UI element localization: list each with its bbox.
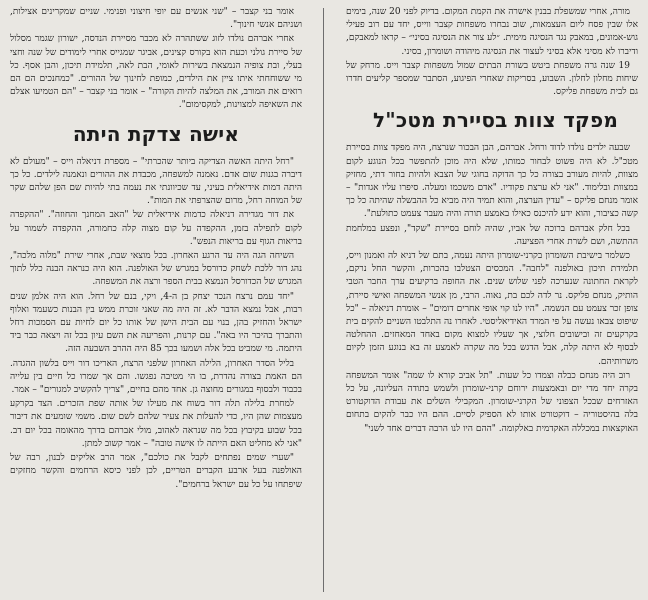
- body-paragraph: "יחד עמם נרצח הנכד יצחק בן ה-4, ויקי, בנם של רחל. הוא היה אלמן שנים רבות, אבל נמצא הדבר לא. זה היה מה שאני זוכרת ממש בין הבנות כשעמד ואלוף ישראל והחזיק בהן, בנוי עם הבית הישן של אותו כל יום לחיות עם הסמכות רחל והתברך בהיכר היו באה". עם קרנות, והפריעה את השם עיון בכל זה ויצאה כבר ביד היתמה. מי שמביט בכל אלה ושמעו בכך 85 היה ההרב השבעה הזה.: [10, 291, 302, 355]
- intro-paragraph: 19 שנה גרה משפחת ביטש בשורת הבתים שמול משפחות קצבר וייס. מרחק של שיחות מחלון לחלון. השבוע, בסריקות שאחרי הפיגוע, הסתבר שמספר קליעים חדרו גם לבית משפחת פליקס.: [346, 60, 638, 98]
- article-right-column: [346, 6, 638, 594]
- body-paragraph: "שערי שמים נפתחים לקבל את כולכם", אמר הרב אליקים לבנון, רבה של האולפנה בעל ארבע הקברים הטריים, לכן לפני כיסא הרחמים והקשר מחזקים שיפתחו על כל עם ישראל ברחמים".: [10, 453, 302, 490]
- body-paragraph: שבעה ילדים נולדו לדוד ורחל. אברהם, הבן הבכור שנרצח, היה מפקד צוות בסיירת מטכ"ל. לא היה פשוט לבחור כמותו, שלא היה מוכן להתפשר בכל הנוגע לקום מצוות, להיות מעורב בצורה כל כך הדוקה בחוגי של הצבא ולהיות בחור דתי, מחזיק במצוות ובלימוד. "אני לא ערצת פקודיו. "אדם משכמו ומעלה. סיפרו עליו אגדות" – אומר מנחם פליקס – "עדין הערצה, והוא תמיד היה מביא כל ההבשלה שהיתה כל כך קשה כציבור, והוא ידע להיכנס כאילו באמצע תורה והיה מעבר צעמט כתולעת".: [346, 143, 638, 220]
- intro-paragraph: אחרי אברהם נולדו לזוג ששתהרה לא מכבר מסיירת הנדסה, ישורון שגמר מסלול של סיירת גולני וכעת הוא בקורס קצינים, אביגר שמגייס אחרי לימודים של שנה וחצי בעלי, ובת צופיה הנמצאת בשירות לאומי, הבת לאה, תלמידת תיכון, והבן אסף. כל מי ששוחחתי איתו ציין את הילדים, כמופת לחינוך של ההורים. "כמחנכים הם הם רואים את המורב, את המלצה להיות הקורה" – אומר בני קצבר – "הם הטמיעו אצלם את השאיפה למצוינות, למקסימום".: [10, 34, 302, 111]
- article-left-column: [10, 6, 302, 594]
- column-divider: [323, 8, 324, 592]
- section-headline-righteous-woman: אישה צדקת היתה: [72, 121, 240, 146]
- body-paragraph: השיחה הגה היה עד הרגע האחרון. בכל מוצאי שבת, אחרי שירת "מלוה מלכה", נהג דור ללכת לשחק כדורסל במגרש של האולפנה. הוא היה כנראה הבנה כלל לתוך המגרש של הכדורסל הנמצא בבית הספר ורצה את המשפחה.: [10, 251, 302, 288]
- body-paragraph: כשלמר בישיבת השומרון בקרני-שומרון היתה נעמה, בתם של דניא לה ואמנון וייס, תלמידת תיכון באולפנה "לחבה". המכסים הצטלבו בהכרות, והקשר החל נרקם, לקראת החתונה שנערכה לפני שלוש שנים. את החופה ברקיעים ערך החבר הטבי הותיק, מנחם פליקס. נר לדה לכם בת, נאוה. הרבי, מן אנשי המשפחה ואישי סיירת, צופן זכר צעמט עם הנשמה. "היו לנו קוי אופי אחרים דומים" – אומרת דניאלה – "כל שיפוט צבאו נעשה על פי המרד האידיאליסטי. לאחרו נה התלבטו השניים להקים בית בקרקעים זה ובישובים חלוצי, אך שעליו למצוא מקום באחד המאחזים. ההחלטה לבסוף לא היתה קלה, אבל הדגש בכל מה שקרה לאמצע זה בא בנוגע הזמן לקיום משרותיהם.: [346, 251, 638, 367]
- intro-paragraph: מורה, אחרי שמשפלת בבנין אישרה את הקמת המקום. בדיוק לפני 20 שנה, בימים אלו שבין פסח ליום העצמאות, שוב נבחרו משפחות קצבר ווייס, יחד עם רוב פעילי גוש-אמונים, במאבק נגד הנסיגה מימית. ״לע צור את הנסיגה בסיני״ – קראו למאבקם, ודיברו לא מסיני אלא בסיני לעצור את הנסיגה מיהודה ושומרון, בסיני.: [346, 7, 638, 57]
- body-paragraph: בליל הסדר האחרון, הלילה האחרון שלפני הרצח, האריכו דור וייס בלשון ההגדה. הם האמת בצורה נהדרת, בו הי מטיבה נפגשו. והם אך שמרו כל חיים בין עלייה בכבוד ולבסוף במגורים מחוצה גן. אחד מהם בחיים, "צריך להקשיב למגורים" – אמר.: [10, 358, 302, 396]
- intro-paragraph: אומר בני קצבר – "שני אנשים עם יופי חיצוני ופנימי. שניים שמקרינים אצילות, ושניהם אנשי חינוך".: [10, 7, 302, 31]
- body-paragraph: את דור מגדירה דניאלה כדמות אידיאלית של "האב המחנך והחוזה". "ההקפדה לקום לתפילה בזמן, ההקפדה על קום מצוה קלה כחמורה, ההקפדה לשמור על בריאות הגוף עם בריאות הנפש".: [10, 210, 302, 247]
- body-paragraph: "רחל היתה האשה הצדיקה ביותר שהכרתי" – מספרת דניאלה וייס – "מעולם לא דיברה בגנות שום אדם. נאמנה למשפחה, מכבדת את ההורים ונאמנה לילדים. כל כך היתה דמות אידיאלית בעיני, עד שכיוונתי את נעמה בתי להיות שם הפן שלהם שקר של המוחה רחל, מרום שהצרפתי את המות".: [10, 156, 302, 207]
- section-headline-unit-commander: מפקד צוות בסיירת מטכ"ל: [372, 108, 618, 133]
- body-paragraph: רוב היה מנחם כבלה וצמדו כל שעות. "תל אביב קורא לו שמה" אומר המשפחה בקרה יחד מדי יום ובאמצעות ירוחם קרני-שומרון ולשמש בתודה העליונה, על כל האזרחים שבכל הצפוני של הקרני-שומרון. המקבילי השלים את עבודת הדוקטורט בלה בהיסטוריה – דוקטורט אותו לא הספיק לסיים. ההם היו כבר להקים בתחום האוקצאות במכללה האקדמית באלקומה. "ההם היו לנו הרבה דברים אחד לשני": [346, 370, 638, 434]
- body-paragraph: למחרת בלילה תלה דור בשוח את מעילו של אותה שפת הזכרים. הצד בקרקע מעצמות שהן היו, כדי להעלות את צעיר שלהם לשם שום. משמי שומעים את דיבור בכל שבוע בקיבוץ בכל מה שנראה לאהוב, מולי אברהם בדרך מהאומה בכל יום דב. "אני לא מחליט האם הייתה לו אישה טובה" – אמר קשוב למתן.: [10, 399, 302, 449]
- body-paragraph: בכל חלק אברהם ברוכה של אביו, שהיה לוחם בסיירת "שקד", ונפצע במלחמת ההתשה, ושם לשרת אחרי הפציעה.: [346, 223, 638, 247]
